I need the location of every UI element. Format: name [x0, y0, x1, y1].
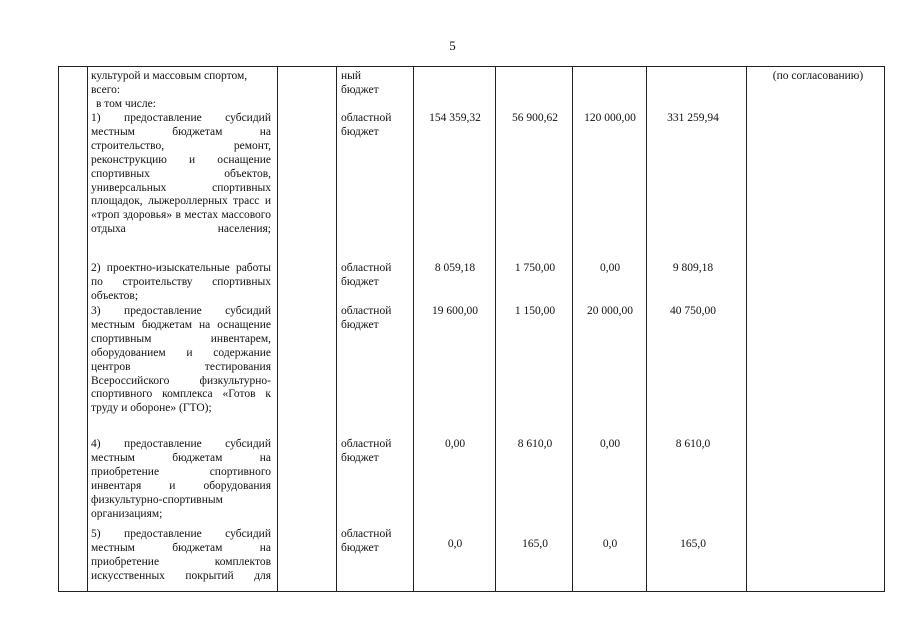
table-row-3-budget [341, 305, 409, 333]
table-row-3-desc: 3) предоставление субсидий местным бюджетам на оснащение спортивным инвентарем, оборудованием и содержание центров тестирования Всероссийского физкультурно-спортивного комплекса «Готов к труду и обороне» (ГТО); [91, 305, 271, 415]
table-row-1-value-3: 120 000,00 [584, 112, 636, 124]
column-divider [413, 66, 414, 592]
desc-line: в том числе: [96, 97, 156, 110]
table-row-2-value-4: 9 809,18 [672, 262, 714, 274]
table-row-2-budget [341, 262, 409, 290]
budget-line: областной [341, 112, 392, 124]
table-row-5-value-4: 165,0 [680, 538, 706, 550]
table-row-3-value-1: 19 600,00 [432, 305, 478, 317]
table-row-5-value-2: 165,0 [522, 538, 548, 550]
column-divider [277, 66, 278, 592]
note-text: (по согласованию) [772, 70, 864, 82]
column-divider [746, 66, 747, 592]
table-row-5-value-1: 0,0 [447, 538, 463, 550]
budget-line: бюджет [341, 275, 379, 288]
table-row-1-value-2: 56 900,62 [512, 112, 558, 124]
table-row-2-desc: 2) проектно-изыскательные работы по строительству спортивных объектов; [91, 262, 271, 302]
budget-line: областной [341, 528, 392, 540]
table-row-3-value-4: 40 750,00 [670, 305, 716, 317]
budget-line: бюджет [341, 125, 379, 138]
table-row-1-desc: 1) предоставление субсидий местным бюджетам на строительство, ремонт, реконструкцию и оснащение спортивных объектов, универсальных спортивных площадок, лыжероллерных трасс и «троп здоровья» в местах массового отдыха населения; [91, 112, 271, 236]
column-divider [572, 66, 573, 592]
desc-line: культурой и массовым спортом, [91, 70, 248, 82]
column-divider [87, 66, 88, 592]
table-row-5-budget [341, 528, 409, 556]
table-row-1-budget [341, 112, 409, 140]
column-divider [495, 66, 496, 592]
budget-line: ный [341, 70, 362, 82]
table-row-1-value-1: 154 359,32 [429, 112, 481, 124]
table-row-4-value-2: 8 610,0 [517, 438, 553, 450]
budget-line: бюджет [341, 318, 379, 331]
budget-line: областной [341, 438, 392, 450]
table-row-0-desc [91, 70, 271, 112]
table-row-2-value-3: 0,00 [599, 262, 621, 274]
table-row-3-value-3: 20 000,00 [587, 305, 633, 317]
table-row-1-value-4: 331 259,94 [667, 112, 719, 124]
desc-line: всего: [91, 83, 121, 96]
table-row-4-desc: 4) предоставление субсидий местным бюджетам на приобретение спортивного инвентаря и оборудования физкультурно-спортивным организациям; [91, 438, 271, 520]
table-row-4-value-3: 0,00 [599, 438, 621, 450]
budget-line: областной [341, 305, 392, 317]
table-row-2-value-1: 8 059,18 [434, 262, 476, 274]
table-row-4-budget [341, 438, 409, 466]
budget-line: бюджет [341, 83, 379, 96]
table-row-3-value-2: 1 150,00 [514, 305, 556, 317]
budget-line: бюджет [341, 451, 379, 464]
page-number: 5 [449, 38, 456, 53]
table-row-4-value-4: 8 610,0 [675, 438, 711, 450]
budget-line: бюджет [341, 541, 379, 554]
table-row-5-value-3: 0,0 [602, 538, 618, 550]
table-row-2-value-2: 1 750,00 [514, 262, 556, 274]
column-divider [336, 66, 337, 592]
budget-line: областной [341, 262, 392, 274]
table-row-0-budget [341, 70, 409, 98]
table-row-5-desc: 5) предоставление субсидий местным бюджетам на приобретение комплектов искусственных покрытий для [91, 528, 271, 582]
column-divider [646, 66, 647, 592]
table-row-4-value-1: 0,00 [444, 438, 466, 450]
